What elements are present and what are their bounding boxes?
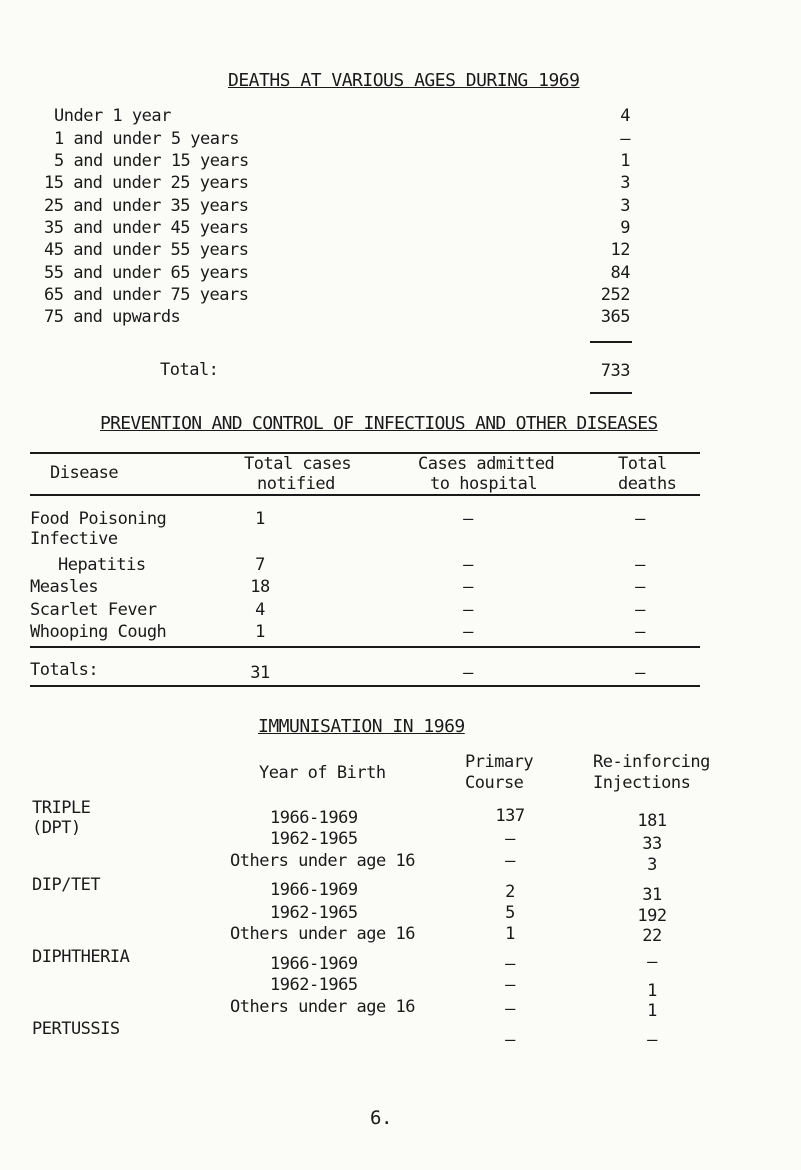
reinforcing-value: 3 [647, 855, 657, 875]
deaths-row-label: 5 and under 15 years [54, 151, 249, 171]
deaths-row-value: 1 [620, 151, 630, 171]
cell-deaths: – [635, 577, 645, 597]
header-admitted: Cases admitted [418, 454, 555, 474]
total-rule-bottom [590, 392, 632, 394]
header-disease: Disease [50, 463, 119, 483]
birth-years: Others under age 16 [230, 997, 415, 1017]
deaths-row-value: 12 [610, 240, 630, 260]
header-reinforcing: Re-inforcing [593, 752, 710, 772]
cell-notified: 1 [255, 622, 265, 642]
header-reinforcing-2: Injections [593, 773, 691, 793]
deaths-total-value: 733 [600, 361, 630, 381]
disease-name: Food Poisoning [30, 509, 167, 529]
primary-value: – [505, 1030, 515, 1050]
disease-name: Hepatitis [58, 555, 146, 575]
group-name: DIPHTHERIA [32, 947, 130, 967]
primary-value: – [505, 829, 515, 849]
cell-deaths: – [635, 509, 645, 529]
header-rule [30, 494, 700, 496]
reinforcing-value: 181 [637, 811, 667, 831]
deaths-row-label: 35 and under 45 years [44, 218, 249, 238]
deaths-row-label: Under 1 year [54, 106, 171, 126]
deaths-row-label: 45 and under 55 years [44, 240, 249, 260]
cell-deaths: – [635, 555, 645, 575]
cell-admitted: – [463, 622, 473, 642]
totals-notified: 31 [250, 663, 270, 683]
deaths-row-label: 25 and under 35 years [44, 196, 249, 216]
group-name: PERTUSSIS [32, 1019, 120, 1039]
header-deaths-2: deaths [618, 474, 677, 494]
group-name: DIP/TET [32, 875, 101, 895]
birth-years: 1966-1969 [270, 954, 358, 974]
deaths-title: DEATHS AT VARIOUS AGES DURING 1969 [228, 70, 580, 91]
header-primary: Primary [465, 752, 534, 772]
deaths-row-label: 1 and under 5 years [54, 129, 239, 149]
deaths-row-label: 55 and under 65 years [44, 263, 249, 283]
header-notified: Total cases [244, 454, 352, 474]
group-name: TRIPLE [32, 798, 91, 818]
cell-deaths: – [635, 600, 645, 620]
deaths-row-value: 252 [600, 285, 630, 305]
birth-years: 1966-1969 [270, 880, 358, 900]
header-deaths: Total [618, 454, 667, 474]
birth-years: 1962-1965 [270, 829, 358, 849]
primary-value: 2 [505, 882, 515, 902]
birth-years: 1966-1969 [270, 808, 358, 828]
birth-years: 1962-1965 [270, 975, 358, 995]
disease-name: Scarlet Fever [30, 600, 157, 620]
cell-notified: 7 [255, 555, 265, 575]
disease-name: Infective [30, 529, 118, 549]
totals-deaths: – [635, 663, 645, 683]
table-top-rule [30, 452, 700, 454]
cell-notified: 4 [255, 600, 265, 620]
deaths-row-value: 365 [600, 307, 630, 327]
cell-deaths: – [635, 622, 645, 642]
deaths-row-label: 75 and upwards [44, 307, 181, 327]
birth-years: Others under age 16 [230, 924, 415, 944]
header-primary-2: Course [465, 773, 524, 793]
reinforcing-value: – [647, 1030, 657, 1050]
birth-years: Others under age 16 [230, 851, 415, 871]
deaths-row-label: 65 and under 75 years [44, 285, 249, 305]
deaths-row-value: 9 [620, 218, 630, 238]
totals-label: Totals: [30, 660, 99, 680]
cell-admitted: – [463, 555, 473, 575]
header-admitted-2: to hospital [430, 474, 538, 494]
deaths-row-value: – [620, 129, 630, 149]
primary-value: – [505, 954, 515, 974]
total-rule-top [590, 341, 632, 343]
cell-admitted: – [463, 600, 473, 620]
prevention-title: PREVENTION AND CONTROL OF INFECTIOUS AND OTHER DISEASES [100, 413, 658, 434]
disease-name: Measles [30, 577, 99, 597]
reinforcing-value: 31 [642, 885, 662, 905]
primary-value: – [505, 999, 515, 1019]
reinforcing-value: 33 [642, 834, 662, 854]
page-number: 6. [370, 1107, 392, 1129]
totals-top-rule [30, 646, 700, 648]
deaths-row-value: 3 [620, 173, 630, 193]
cell-admitted: – [463, 509, 473, 529]
disease-name: Whooping Cough [30, 622, 167, 642]
cell-notified: 1 [255, 509, 265, 529]
deaths-row-value: 3 [620, 196, 630, 216]
group-name-2: (DPT) [32, 818, 81, 838]
cell-admitted: – [463, 577, 473, 597]
primary-value: 137 [495, 806, 525, 826]
reinforcing-value: 192 [637, 906, 667, 926]
deaths-row-label: 15 and under 25 years [44, 173, 249, 193]
deaths-row-value: 84 [610, 263, 630, 283]
reinforcing-value: 1 [647, 981, 657, 1001]
totals-admitted: – [463, 663, 473, 683]
primary-value: – [505, 851, 515, 871]
reinforcing-value: – [647, 952, 657, 972]
table-bottom-rule [30, 685, 700, 687]
primary-value: 5 [505, 903, 515, 923]
birth-years: 1962-1965 [270, 903, 358, 923]
cell-notified: 18 [250, 577, 270, 597]
header-year-of-birth: Year of Birth [259, 763, 386, 783]
deaths-total-label: Total: [160, 360, 219, 380]
primary-value: 1 [505, 924, 515, 944]
primary-value: – [505, 975, 515, 995]
immunisation-title: IMMUNISATION IN 1969 [258, 716, 465, 737]
reinforcing-value: 22 [642, 926, 662, 946]
deaths-row-value: 4 [620, 106, 630, 126]
reinforcing-value: 1 [647, 1001, 657, 1021]
header-notified-2: notified [257, 474, 335, 494]
